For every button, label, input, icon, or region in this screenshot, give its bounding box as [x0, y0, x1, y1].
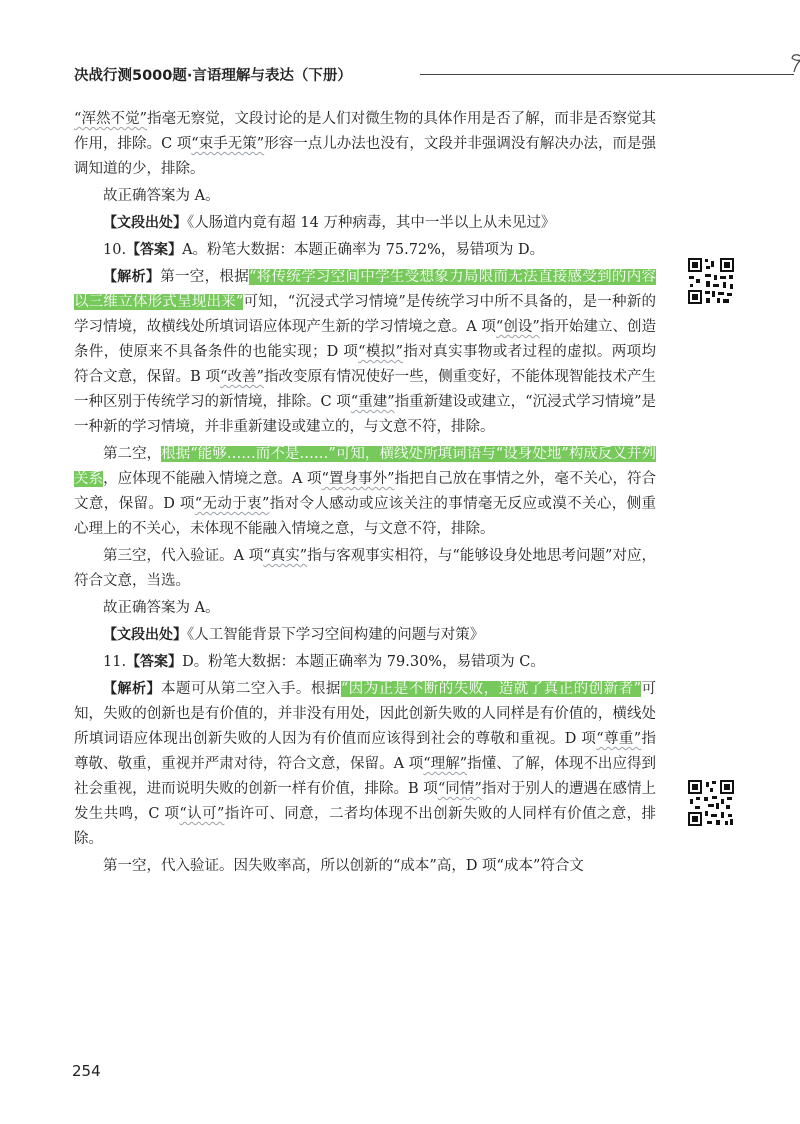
page-content [74, 107, 656, 879]
term-gaishan: “改善” [220, 369, 264, 385]
term-renke: “认可” [179, 806, 225, 822]
highlight: “因为正是不断的失败，造就了真正的创新者” [340, 681, 642, 697]
running-header [74, 62, 754, 88]
header-rule [420, 74, 794, 75]
q10-analysis: 【解析】第一空，根据“将传统学习空间中学生受想象力局限而无法直接感受到的内容以三维立体形式呈现出来”可知，“沉浸式学习情境”是传统学习中所不具备的，是一种新的学习情境，故横线处所填词语应体现产生新的学习情境之意。A 项“创设”指开始建立、创造条件，使原来不具备条件的也能实现；D 项“模拟”指对真实事物或者过程的虚拟。两项均符合文意，保留。B 项“改善”指改变原有情况使好一些，侧重变好，不能体现智能技术产生一种区别于传统学习的新情境，排除。C 项“重建”指重新建设或建立，“沉浸式学习情境”是一种新的学习情境，并非重新建设或建立的，与文意不符，排除。 [74, 269, 657, 435]
term-zhishen-shiwai: “置身事外” [321, 471, 395, 487]
qr-code[interactable] [686, 778, 736, 828]
term-zunzhong: “尊重” [596, 731, 642, 747]
second-blank: 第二空，根据“能够……而不是……”可知，横线处所填词语与“设身处地”构成反义并列关系，应体现不能融入情境之意。A 项“置身事外”指把自己放在事情之外，毫不关心，符合文意，保留。D 项“无动于衷”指对令人感动或应该关注的事情毫无反应或漠不关心，侧重心理上的不关心，未体现不能融入情境之意，与文意不符，排除。 [74, 446, 657, 537]
term-moni: “模拟” [358, 344, 404, 360]
third-blank: 第三空，代入验证。A 项“真实”指与客观事实相符，与“能够设身处地思考问题”对应，符合文意，当选。 [74, 548, 656, 589]
page-number: 254 [72, 1062, 101, 1080]
highlight: 根据“能够……而不是……”可知，横线处所填词语与“设身处地”构成反义并列关系 [74, 446, 656, 487]
term-wudong-yuzhong: “无动于衷” [194, 496, 270, 512]
q11-analysis: 【解析】本题可从第二空入手。根据“因为正是不断的失败，造就了真正的创新者”可知，失败的创新也是有价值的，并非没有用处，因此创新失败的人同样是有价值的，横线处所填词语应体现出创新失败的人因为有价值而应该得到社会的尊敬和重视。D 项“尊重”指尊敬、敬重，重视并严肃对待，符合文意，保留。A 项“理解”指懂、了解，体现不出应得到社会重视，进而说明失败的创新一样有价值，排除。B 项“同情”指对于别人的遭遇在感情上发生共鸣，C 项“认可”指许可、同意，二者均体现不出创新失败的人同样有价值之意，排除。 [74, 681, 657, 847]
answer-line: 故正确答案为 A。 [103, 188, 220, 204]
source-line: 【文段出处】《人肠道内竟有超 14 万种病毒，其中一半以上从未见过》 [103, 215, 556, 231]
source-line: 【文段出处】《人工智能背景下学习空间构建的问题与对策》 [103, 627, 485, 643]
qr-code-icon [686, 778, 736, 828]
term-hunran-bujue: “浑然不觉” [74, 111, 148, 127]
term-lijie: “理解” [423, 756, 468, 772]
first-blank: 第一空，代入验证。因失败率高，所以创新的“成本”高，D 项“成本”符合文 [103, 858, 584, 874]
term-zhenshi: “真实” [263, 548, 308, 564]
paragraph-1: “浑然不觉”指毫无察觉，文段讨论的是人们对微生物的具体作用是否了解，而非是否察觉其作用，排除。C 项“束手无策”形容一点儿办法也没有，文段并非强调没有解决办法，而是强调知道的少，排除。 [74, 111, 657, 177]
q11-answer: 11.【答案】D。粉笔大数据：本题正确率为 79.30%，易错项为 C。 [103, 654, 545, 670]
book-title: 决战行测5000题·言语理解与表达（下册） [74, 68, 352, 84]
qr-code-icon [686, 256, 736, 306]
highlight: “将传统学习空间中学生受想象力局限而无法直接感受到的内容以三维立体形式呈现出来” [74, 269, 656, 310]
term-chuangshe: “创设” [495, 319, 540, 335]
q10-answer: 10.【答案】A。粉笔大数据：本题正确率为 75.72%，易错项为 D。 [103, 242, 545, 258]
term-shushou-wuce: “束手无策” [191, 136, 265, 152]
term-tongqing: “同情” [437, 781, 482, 797]
term-chongjian: “重建” [350, 394, 395, 410]
sprout-icon [786, 50, 800, 80]
qr-code[interactable] [686, 256, 736, 306]
answer-line: 故正确答案为 A。 [103, 600, 220, 616]
